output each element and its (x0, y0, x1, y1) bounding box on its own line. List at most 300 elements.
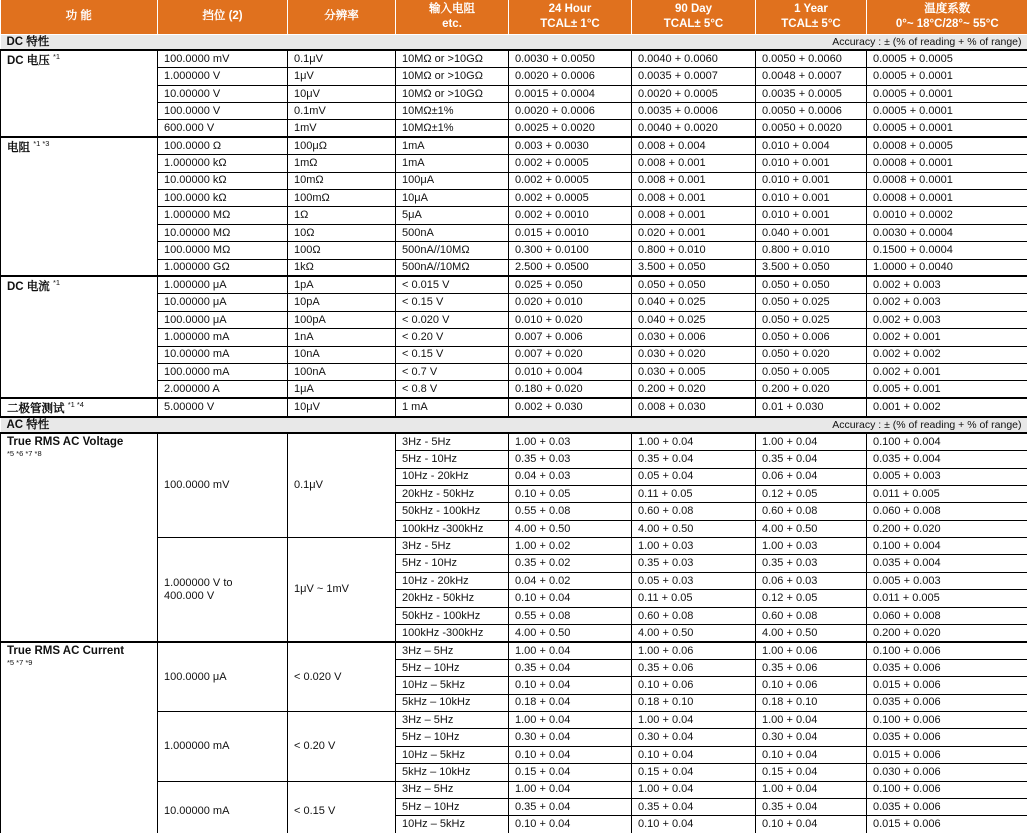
resolution-cell: 1pA (288, 276, 396, 293)
input-resistance-cell: 1 mA (396, 398, 509, 417)
accuracy-24h-cell: 0.002 + 0.0005 (509, 190, 632, 207)
accuracy-90d-cell: 0.030 + 0.005 (632, 363, 756, 380)
accuracy-1y-cell: 1.00 + 0.04 (756, 711, 867, 728)
accuracy-24h-cell: 0.180 + 0.020 (509, 381, 632, 398)
accuracy-1y-cell: 4.00 + 0.50 (756, 520, 867, 537)
column-header (756, 0, 867, 34)
accuracy-90d-cell: 0.15 + 0.04 (632, 764, 756, 781)
accuracy-24h-cell: 0.003 + 0.0030 (509, 137, 632, 154)
resolution-cell: 10nA (288, 346, 396, 363)
function-footnote-marks: *1 *3 (33, 139, 50, 149)
column-header-line: 温度系数 (924, 3, 971, 15)
accuracy-1y-cell: 0.0048 + 0.0007 (756, 68, 867, 85)
accuracy-24h-cell: 0.55 + 0.08 (509, 503, 632, 520)
range-cell: 1.000000 kΩ (158, 155, 288, 172)
accuracy-1y-cell: 0.10 + 0.06 (756, 677, 867, 694)
freq-range-cell: 3Hz – 5Hz (396, 781, 509, 798)
freq-range-cell: 50kHz - 100kHz (396, 607, 509, 624)
accuracy-90d-cell: 1.00 + 0.04 (632, 781, 756, 798)
range-cell: 100.0000 MΩ (158, 242, 288, 259)
accuracy-24h-cell: 1.00 + 0.04 (509, 711, 632, 728)
input-resistance-cell: < 0.20 V (396, 329, 509, 346)
accuracy-1y-cell: 0.0050 + 0.0006 (756, 103, 867, 120)
tempco-cell: 0.005 + 0.003 (867, 468, 1027, 485)
range-cell: 100.0000 kΩ (158, 190, 288, 207)
accuracy-24h-cell: 0.007 + 0.020 (509, 346, 632, 363)
tempco-cell: 0.100 + 0.006 (867, 781, 1027, 798)
accuracy-90d-cell: 4.00 + 0.50 (632, 625, 756, 642)
tempco-cell: 0.0005 + 0.0001 (867, 68, 1027, 85)
accuracy-1y-cell: 0.30 + 0.04 (756, 729, 867, 746)
range-cell: 1.000000 GΩ (158, 259, 288, 276)
accuracy-24h-cell: 4.00 + 0.50 (509, 520, 632, 537)
freq-range-cell: 10Hz – 5kHz (396, 746, 509, 763)
accuracy-1y-cell: 0.0035 + 0.0005 (756, 85, 867, 102)
accuracy-1y-cell: 0.10 + 0.04 (756, 746, 867, 763)
accuracy-90d-cell: 0.11 + 0.05 (632, 590, 756, 607)
freq-range-cell: 100kHz -300kHz (396, 520, 509, 537)
accuracy-24h-cell: 1.00 + 0.03 (509, 433, 632, 450)
accuracy-24h-cell: 0.04 + 0.02 (509, 572, 632, 589)
accuracy-24h-cell: 1.00 + 0.02 (509, 538, 632, 555)
input-resistance-cell: < 0.020 V (396, 311, 509, 328)
accuracy-24h-cell: 0.10 + 0.04 (509, 590, 632, 607)
tempco-cell: 1.0000 + 0.0040 (867, 259, 1027, 276)
resolution-cell: 1μV ~ 1mV (288, 538, 396, 642)
resolution-cell: 0.1μV (288, 433, 396, 537)
column-header-line: 24 Hour (548, 3, 592, 15)
accuracy-1y-cell: 0.050 + 0.050 (756, 276, 867, 293)
column-header-line: 功 能 (65, 10, 92, 23)
function-label: True RMS AC Voltage (7, 436, 124, 449)
accuracy-24h-cell: 0.10 + 0.05 (509, 485, 632, 502)
accuracy-90d-cell: 0.020 + 0.001 (632, 224, 756, 241)
range-cell: 10.00000 kΩ (158, 172, 288, 189)
column-header-line: 输入电阻 (429, 3, 475, 15)
tempco-cell: 0.200 + 0.020 (867, 520, 1027, 537)
section-title: AC 特性 (6, 418, 50, 431)
input-resistance-cell: 500nA (396, 224, 509, 241)
accuracy-1y-cell: 0.18 + 0.10 (756, 694, 867, 711)
accuracy-90d-cell: 0.0040 + 0.0020 (632, 120, 756, 137)
tempco-cell: 0.0005 + 0.0001 (867, 103, 1027, 120)
input-resistance-cell: < 0.015 V (396, 276, 509, 293)
resolution-cell: 0.1μV (288, 50, 396, 67)
column-header (867, 0, 1027, 34)
resolution-cell: 10μV (288, 398, 396, 417)
table-header (1, 0, 1027, 34)
tempco-cell: 0.035 + 0.006 (867, 659, 1027, 676)
accuracy-90d-cell: 0.008 + 0.004 (632, 137, 756, 154)
range-cell: 100.0000 Ω (158, 137, 288, 154)
accuracy-24h-cell: 0.35 + 0.02 (509, 555, 632, 572)
accuracy-90d-cell: 0.30 + 0.04 (632, 729, 756, 746)
accuracy-90d-cell: 0.0035 + 0.0007 (632, 68, 756, 85)
section-row (1, 34, 1027, 50)
accuracy-90d-cell: 0.10 + 0.04 (632, 746, 756, 763)
input-resistance-cell: 10MΩ or >10GΩ (396, 50, 509, 67)
accuracy-90d-cell: 0.200 + 0.020 (632, 381, 756, 398)
table-row (1, 276, 1027, 293)
tempco-cell: 0.100 + 0.004 (867, 538, 1027, 555)
accuracy-24h-cell: 0.35 + 0.03 (509, 451, 632, 468)
resolution-cell: 1Ω (288, 207, 396, 224)
tempco-cell: 0.0005 + 0.0001 (867, 120, 1027, 137)
column-header-line: 0°~ 18°C/28°~ 55°C (895, 17, 999, 30)
section-row (1, 417, 1027, 433)
tempco-cell: 0.002 + 0.002 (867, 346, 1027, 363)
accuracy-90d-cell: 0.18 + 0.10 (632, 694, 756, 711)
accuracy-24h-cell: 0.0020 + 0.0006 (509, 68, 632, 85)
table-row (1, 433, 1027, 450)
accuracy-1y-cell: 0.010 + 0.004 (756, 137, 867, 154)
tempco-cell: 0.005 + 0.001 (867, 381, 1027, 398)
accuracy-24h-cell: 0.002 + 0.0010 (509, 207, 632, 224)
freq-range-cell: 3Hz - 5Hz (396, 538, 509, 555)
table-body (1, 34, 1027, 833)
accuracy-1y-cell: 0.200 + 0.020 (756, 381, 867, 398)
freq-range-cell: 10Hz – 5kHz (396, 677, 509, 694)
accuracy-24h-cell: 0.010 + 0.020 (509, 311, 632, 328)
accuracy-90d-cell: 0.10 + 0.06 (632, 677, 756, 694)
function-label: DC 电压 (7, 55, 50, 68)
resolution-cell: 0.1mV (288, 103, 396, 120)
function-footnote-marks: *5 *6 *7 *8 (7, 449, 42, 459)
resolution-cell: < 0.20 V (288, 711, 396, 781)
accuracy-24h-cell: 0.002 + 0.030 (509, 398, 632, 417)
freq-range-cell: 5Hz - 10Hz (396, 555, 509, 572)
tempco-cell: 0.001 + 0.002 (867, 398, 1027, 417)
section-title: DC 特性 (6, 35, 50, 48)
accuracy-1y-cell: 1.00 + 0.04 (756, 433, 867, 450)
accuracy-24h-cell: 0.15 + 0.04 (509, 764, 632, 781)
tempco-cell: 0.035 + 0.006 (867, 798, 1027, 815)
accuracy-90d-cell: 0.008 + 0.030 (632, 398, 756, 417)
accuracy-1y-cell: 0.050 + 0.006 (756, 329, 867, 346)
accuracy-24h-cell: 0.0025 + 0.0020 (509, 120, 632, 137)
resolution-cell: < 0.15 V (288, 781, 396, 833)
accuracy-1y-cell: 3.500 + 0.050 (756, 259, 867, 276)
accuracy-1y-cell: 0.35 + 0.03 (756, 555, 867, 572)
range-cell: 10.00000 V (158, 85, 288, 102)
freq-range-cell: 50kHz - 100kHz (396, 503, 509, 520)
tempco-cell: 0.1500 + 0.0004 (867, 242, 1027, 259)
function-cell (1, 398, 158, 417)
accuracy-90d-cell: 0.008 + 0.001 (632, 207, 756, 224)
accuracy-90d-cell: 0.05 + 0.04 (632, 468, 756, 485)
tempco-cell: 0.015 + 0.006 (867, 816, 1027, 833)
accuracy-24h-cell: 1.00 + 0.04 (509, 642, 632, 659)
accuracy-90d-cell: 0.040 + 0.025 (632, 311, 756, 328)
column-header (1, 0, 158, 34)
resolution-cell: 10mΩ (288, 172, 396, 189)
resolution-cell: 1mΩ (288, 155, 396, 172)
accuracy-1y-cell: 0.06 + 0.04 (756, 468, 867, 485)
accuracy-90d-cell: 0.10 + 0.04 (632, 816, 756, 833)
freq-range-cell: 100kHz -300kHz (396, 625, 509, 642)
accuracy-90d-cell: 0.0035 + 0.0006 (632, 103, 756, 120)
column-header-line: TCAL± 5°C (781, 17, 841, 30)
accuracy-24h-cell: 0.10 + 0.04 (509, 677, 632, 694)
input-resistance-cell: 100μA (396, 172, 509, 189)
accuracy-90d-cell: 0.800 + 0.010 (632, 242, 756, 259)
function-footnote-marks: *1 *4 (67, 400, 84, 410)
function-cell (1, 642, 158, 833)
resolution-cell: 100Ω (288, 242, 396, 259)
function-cell (1, 50, 158, 137)
column-header-line: 挡位 (2) (202, 10, 243, 23)
accuracy-note: Accuracy : ± (% of reading + % of range) (832, 36, 1022, 49)
accuracy-1y-cell: 0.12 + 0.05 (756, 590, 867, 607)
column-header (396, 0, 509, 34)
range-cell: 1.000000 MΩ (158, 207, 288, 224)
tempco-cell: 0.035 + 0.006 (867, 694, 1027, 711)
resolution-cell: < 0.020 V (288, 642, 396, 712)
tempco-cell: 0.0030 + 0.0004 (867, 224, 1027, 241)
column-header (158, 0, 288, 34)
accuracy-1y-cell: 1.00 + 0.03 (756, 538, 867, 555)
accuracy-1y-cell: 0.0050 + 0.0020 (756, 120, 867, 137)
tempco-cell: 0.011 + 0.005 (867, 590, 1027, 607)
accuracy-90d-cell: 0.0020 + 0.0005 (632, 85, 756, 102)
column-header (288, 0, 396, 34)
input-resistance-cell: < 0.15 V (396, 294, 509, 311)
column-header-line: 分辨率 (324, 10, 359, 23)
input-resistance-cell: 10MΩ±1% (396, 120, 509, 137)
range-cell: 1.000000 mA (158, 329, 288, 346)
tempco-cell: 0.100 + 0.006 (867, 642, 1027, 659)
range-line: 1.000000 mA (164, 739, 230, 752)
resolution-cell: 1mV (288, 120, 396, 137)
accuracy-1y-cell: 0.60 + 0.08 (756, 503, 867, 520)
input-resistance-cell: < 0.15 V (396, 346, 509, 363)
tempco-cell: 0.060 + 0.008 (867, 607, 1027, 624)
accuracy-24h-cell: 0.10 + 0.04 (509, 816, 632, 833)
accuracy-24h-cell: 0.55 + 0.08 (509, 607, 632, 624)
column-header-line: TCAL± 1°C (540, 17, 600, 30)
freq-range-cell: 10Hz – 5kHz (396, 816, 509, 833)
range-line: 400.000 V (164, 589, 215, 602)
range-cell: 1.000000 V (158, 68, 288, 85)
accuracy-24h-cell: 0.300 + 0.0100 (509, 242, 632, 259)
range-cell (158, 538, 288, 642)
accuracy-1y-cell: 4.00 + 0.50 (756, 625, 867, 642)
accuracy-90d-cell: 0.60 + 0.08 (632, 607, 756, 624)
input-resistance-cell: 10MΩ±1% (396, 103, 509, 120)
resolution-cell: 10μV (288, 85, 396, 102)
resolution-cell: 100nA (288, 363, 396, 380)
resolution-cell: 1nA (288, 329, 396, 346)
tempco-cell: 0.002 + 0.003 (867, 294, 1027, 311)
range-cell (158, 781, 288, 833)
accuracy-1y-cell: 0.60 + 0.08 (756, 607, 867, 624)
tempco-cell: 0.200 + 0.020 (867, 625, 1027, 642)
column-header (632, 0, 756, 34)
accuracy-90d-cell: 0.008 + 0.001 (632, 155, 756, 172)
tempco-cell: 0.0008 + 0.0001 (867, 155, 1027, 172)
accuracy-24h-cell: 0.020 + 0.010 (509, 294, 632, 311)
accuracy-1y-cell: 1.00 + 0.06 (756, 642, 867, 659)
accuracy-90d-cell: 0.030 + 0.020 (632, 346, 756, 363)
tempco-cell: 0.002 + 0.003 (867, 276, 1027, 293)
resolution-cell: 100μΩ (288, 137, 396, 154)
range-cell (158, 642, 288, 712)
tempco-cell: 0.015 + 0.006 (867, 746, 1027, 763)
resolution-cell: 100mΩ (288, 190, 396, 207)
freq-range-cell: 5Hz – 10Hz (396, 798, 509, 815)
accuracy-90d-cell: 1.00 + 0.04 (632, 433, 756, 450)
range-cell (158, 433, 288, 537)
table-row (1, 50, 1027, 67)
accuracy-1y-cell: 0.040 + 0.001 (756, 224, 867, 241)
tempco-cell: 0.100 + 0.006 (867, 711, 1027, 728)
tempco-cell: 0.005 + 0.003 (867, 572, 1027, 589)
range-cell: 10.00000 mA (158, 346, 288, 363)
function-footnote-marks: *1 (53, 278, 61, 288)
range-cell: 1.000000 μA (158, 276, 288, 293)
tempco-cell: 0.0005 + 0.0001 (867, 85, 1027, 102)
accuracy-90d-cell: 0.0040 + 0.0060 (632, 50, 756, 67)
accuracy-24h-cell: 0.002 + 0.0005 (509, 172, 632, 189)
input-resistance-cell: 500nA//10MΩ (396, 242, 509, 259)
column-header-line: 1 Year (794, 3, 828, 15)
table-row (1, 642, 1027, 659)
range-cell (158, 711, 288, 781)
accuracy-1y-cell: 0.35 + 0.04 (756, 798, 867, 815)
input-resistance-cell: 5μA (396, 207, 509, 224)
accuracy-90d-cell: 0.11 + 0.05 (632, 485, 756, 502)
freq-range-cell: 20kHz - 50kHz (396, 485, 509, 502)
accuracy-1y-cell: 0.800 + 0.010 (756, 242, 867, 259)
range-line: 1.000000 V to (164, 576, 233, 589)
accuracy-1y-cell: 0.12 + 0.05 (756, 485, 867, 502)
resolution-cell: 10Ω (288, 224, 396, 241)
accuracy-24h-cell: 0.015 + 0.0010 (509, 224, 632, 241)
table-row (1, 398, 1027, 417)
accuracy-note: Accuracy : ± (% of reading + % of range) (832, 419, 1022, 432)
input-resistance-cell: 10MΩ or >10GΩ (396, 68, 509, 85)
accuracy-90d-cell: 1.00 + 0.06 (632, 642, 756, 659)
range-line: 10.00000 mA (164, 804, 230, 817)
resolution-cell: 10pA (288, 294, 396, 311)
accuracy-90d-cell: 0.008 + 0.001 (632, 172, 756, 189)
tempco-cell: 0.030 + 0.006 (867, 764, 1027, 781)
accuracy-90d-cell: 0.35 + 0.04 (632, 451, 756, 468)
accuracy-1y-cell: 0.0050 + 0.0060 (756, 50, 867, 67)
accuracy-24h-cell: 0.10 + 0.04 (509, 746, 632, 763)
tempco-cell: 0.002 + 0.003 (867, 311, 1027, 328)
input-resistance-cell: 10MΩ or >10GΩ (396, 85, 509, 102)
accuracy-1y-cell: 0.010 + 0.001 (756, 172, 867, 189)
accuracy-1y-cell: 0.35 + 0.04 (756, 451, 867, 468)
accuracy-90d-cell: 0.040 + 0.025 (632, 294, 756, 311)
accuracy-1y-cell: 0.010 + 0.001 (756, 190, 867, 207)
tempco-cell: 0.0010 + 0.0002 (867, 207, 1027, 224)
accuracy-1y-cell: 0.050 + 0.025 (756, 294, 867, 311)
accuracy-90d-cell: 0.35 + 0.06 (632, 659, 756, 676)
tempco-cell: 0.002 + 0.001 (867, 363, 1027, 380)
range-cell: 10.00000 μA (158, 294, 288, 311)
input-resistance-cell: 500nA//10MΩ (396, 259, 509, 276)
tempco-cell: 0.060 + 0.008 (867, 503, 1027, 520)
freq-range-cell: 10Hz - 20kHz (396, 572, 509, 589)
accuracy-24h-cell: 0.0030 + 0.0050 (509, 50, 632, 67)
freq-range-cell: 3Hz – 5Hz (396, 642, 509, 659)
range-cell: 2.000000 A (158, 381, 288, 398)
accuracy-24h-cell: 0.025 + 0.050 (509, 276, 632, 293)
column-header (509, 0, 632, 34)
accuracy-24h-cell: 0.010 + 0.004 (509, 363, 632, 380)
accuracy-24h-cell: 0.002 + 0.0005 (509, 155, 632, 172)
range-cell: 600.000 V (158, 120, 288, 137)
resolution-cell: 100pA (288, 311, 396, 328)
tempco-cell: 0.002 + 0.001 (867, 329, 1027, 346)
accuracy-90d-cell: 0.35 + 0.04 (632, 798, 756, 815)
accuracy-1y-cell: 0.010 + 0.001 (756, 155, 867, 172)
accuracy-90d-cell: 0.60 + 0.08 (632, 503, 756, 520)
tempco-cell: 0.011 + 0.005 (867, 485, 1027, 502)
section-band (1, 34, 1027, 50)
function-footnote-marks: *1 (53, 52, 61, 62)
freq-range-cell: 10Hz - 20kHz (396, 468, 509, 485)
function-label: True RMS AC Current (7, 644, 125, 657)
input-resistance-cell: < 0.7 V (396, 363, 509, 380)
accuracy-90d-cell: 1.00 + 0.04 (632, 711, 756, 728)
accuracy-1y-cell: 0.35 + 0.06 (756, 659, 867, 676)
tempco-cell: 0.0008 + 0.0001 (867, 190, 1027, 207)
header-row (1, 0, 1027, 34)
accuracy-90d-cell: 0.05 + 0.03 (632, 572, 756, 589)
accuracy-90d-cell: 0.35 + 0.03 (632, 555, 756, 572)
accuracy-24h-cell: 1.00 + 0.04 (509, 781, 632, 798)
accuracy-24h-cell: 0.35 + 0.04 (509, 659, 632, 676)
freq-range-cell: 5Hz - 10Hz (396, 451, 509, 468)
freq-range-cell: 5Hz – 10Hz (396, 659, 509, 676)
function-cell (1, 276, 158, 398)
input-resistance-cell: < 0.8 V (396, 381, 509, 398)
accuracy-1y-cell: 0.06 + 0.03 (756, 572, 867, 589)
section-band (1, 417, 1027, 433)
freq-range-cell: 20kHz - 50kHz (396, 590, 509, 607)
function-cell (1, 433, 158, 642)
accuracy-1y-cell: 0.15 + 0.04 (756, 764, 867, 781)
resolution-cell: 1μA (288, 381, 396, 398)
accuracy-1y-cell: 0.10 + 0.04 (756, 816, 867, 833)
tempco-cell: 0.0005 + 0.0005 (867, 50, 1027, 67)
tempco-cell: 0.035 + 0.004 (867, 451, 1027, 468)
resolution-cell: 1kΩ (288, 259, 396, 276)
function-label: 二极管测试 (7, 403, 65, 416)
accuracy-1y-cell: 1.00 + 0.04 (756, 781, 867, 798)
accuracy-24h-cell: 0.04 + 0.03 (509, 468, 632, 485)
function-label: DC 电流 (7, 281, 50, 294)
accuracy-1y-cell: 0.050 + 0.020 (756, 346, 867, 363)
input-resistance-cell: 1mA (396, 155, 509, 172)
accuracy-90d-cell: 3.500 + 0.050 (632, 259, 756, 276)
accuracy-24h-cell: 0.0015 + 0.0004 (509, 85, 632, 102)
column-header-line: 90 Day (674, 3, 713, 15)
tempco-cell: 0.0008 + 0.0001 (867, 172, 1027, 189)
resolution-cell: 1μV (288, 68, 396, 85)
accuracy-24h-cell: 0.0020 + 0.0006 (509, 103, 632, 120)
function-cell (1, 137, 158, 276)
input-resistance-cell: 10μA (396, 190, 509, 207)
range-cell: 100.0000 μA (158, 311, 288, 328)
input-resistance-cell: 1mA (396, 137, 509, 154)
table-row (1, 137, 1027, 154)
range-cell: 5.00000 V (158, 398, 288, 417)
accuracy-1y-cell: 0.010 + 0.001 (756, 207, 867, 224)
